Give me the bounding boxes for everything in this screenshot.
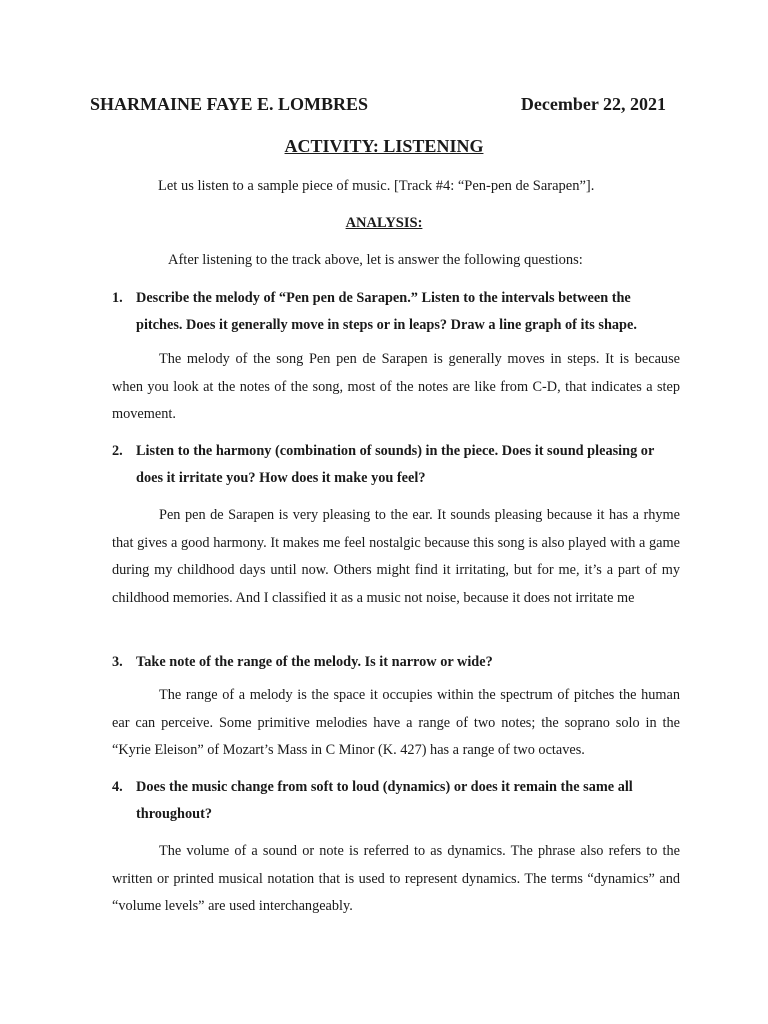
- question-number: 1.: [112, 290, 123, 306]
- intro-text: Let us listen to a sample piece of music. [Track #4: “Pen-pen de Sarapen”].: [158, 178, 595, 194]
- question-4: [112, 774, 672, 828]
- answer-3: The range of a melody is the space it occupies within the spectrum of pitches the human ear can perceive. Some primitive melodies have a range of two notes; the soprano solo in the “Kyrie Eleison” of Mozart’s Mass in C Minor (K. 427) has a range of two octaves.: [112, 687, 680, 758]
- question-number: 3.: [112, 654, 123, 670]
- question-text: Does the music change from soft to loud (dynamics) or does it remain the same all throughout?: [136, 779, 633, 822]
- document-date: December 22, 2021: [520, 94, 666, 114]
- student-name: SHARMAINE FAYE E. LOMBRES: [90, 94, 369, 114]
- question-text: Listen to the harmony (combination of sounds) in the piece. Does it sound pleasing or does it irritate you? How does it make you feel?: [136, 443, 655, 486]
- lead-text: After listening to the track above, let is answer the following questions:: [168, 252, 583, 268]
- question-3: [112, 649, 672, 676]
- question-number: 4.: [112, 779, 123, 795]
- answer-4: The volume of a sound or note is referred to as dynamics. The phrase also refers to the written or printed musical notation that is used to represent dynamics. The terms “dynamics” and “volume levels” are used interchangeably.: [112, 843, 680, 914]
- question-text: Describe the melody of “Pen pen de Sarapen.” Listen to the intervals between the pitches. Does it generally move in steps or in leaps? Draw a line graph of its shape.: [136, 290, 637, 333]
- answer-1: The melody of the song Pen pen de Sarapen is generally moves in steps. It is because when you look at the notes of the song, most of the notes are like from C-D, that indicates a step movement.: [112, 351, 680, 422]
- question-number: 2.: [112, 443, 123, 459]
- question-text: Take note of the range of the melody. Is it narrow or wide?: [136, 654, 493, 670]
- page-title: ACTIVITY: LISTENING: [284, 136, 484, 156]
- answer-2: Pen pen de Sarapen is very pleasing to the ear. It sounds pleasing because it has a rhyme that gives a good harmony. It makes me feel nostalgic because this song is also played with a game during my childhood days until now. Others might find it irritating, but for me, it’s a part of my childhood memories. And I classified it as a music not noise, because it does not irritate me: [112, 507, 680, 606]
- question-1: [112, 285, 672, 339]
- document-header: [90, 94, 666, 115]
- question-2: [112, 438, 672, 492]
- analysis-heading: ANALYSIS:: [345, 215, 423, 231]
